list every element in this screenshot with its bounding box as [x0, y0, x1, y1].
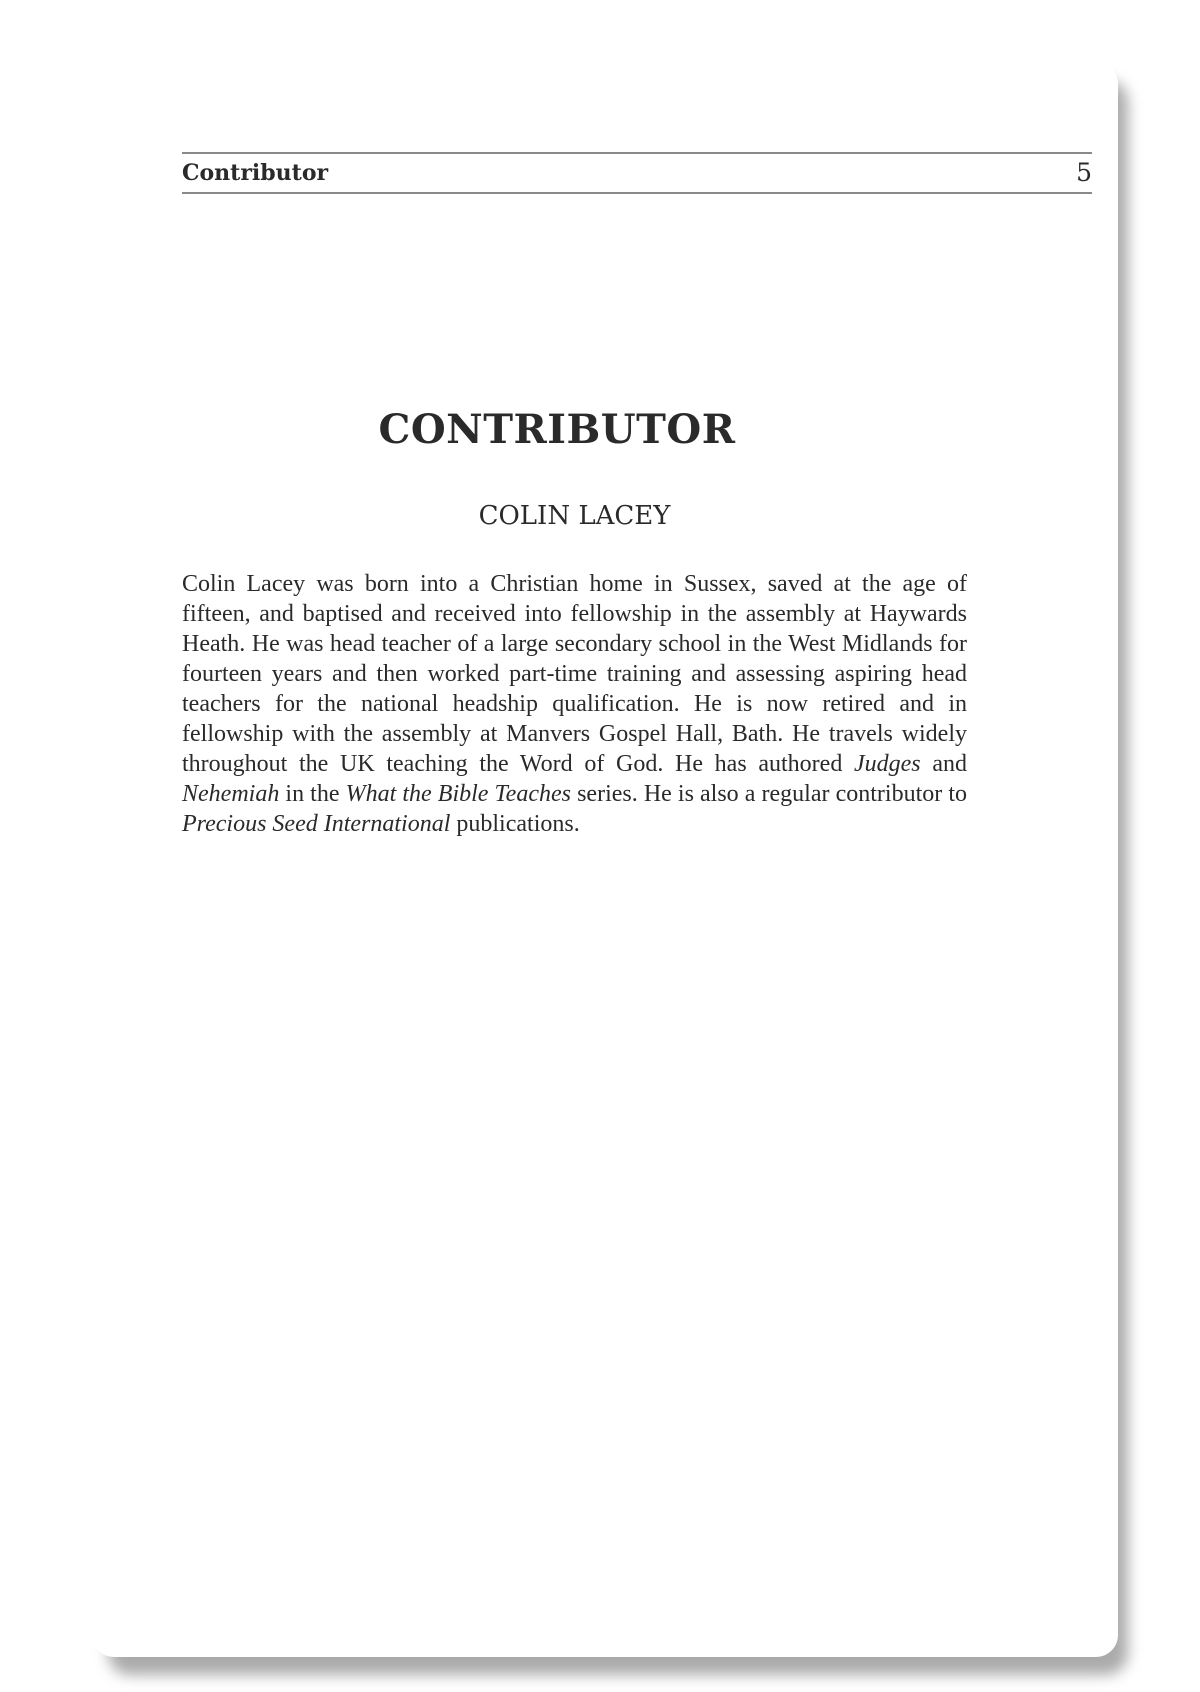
bio-text: Colin Lacey was born into a Christian home in Sussex, saved at the age of fifteen, and baptised and received into fellowship in the assembly at Haywards Heath. He was head teacher of a large secondary school in the West Midlands for fourteen years and then worked part-time training and assessing aspiring head teachers for the national headship qualification. He is now retired and in fellowship with the assembly at Manvers Gospel Hall, Bath. He travels widely throughout the UK teaching the Word of God. He has authored — [182, 571, 967, 777]
page-number: 5 — [1076, 158, 1092, 187]
book-title-judges: Judges — [854, 751, 921, 777]
bio-text: publications. — [450, 811, 580, 837]
contributor-bio — [182, 569, 967, 839]
running-head-title: Contributor — [182, 160, 329, 186]
series-title: What the Bible Teaches — [345, 781, 571, 807]
bio-text: series. He is also a regular contributor to — [570, 781, 967, 807]
section-heading: CONTRIBUTOR — [378, 406, 736, 453]
bio-text: in the — [279, 781, 346, 807]
publication-title: Precious Seed International — [182, 811, 451, 837]
book-title-nehemiah: Nehemiah — [182, 781, 280, 807]
running-head — [182, 152, 1092, 194]
bio-text: and — [920, 751, 967, 777]
book-page — [92, 62, 1118, 1657]
contributor-name: COLIN LACEY — [478, 501, 671, 531]
